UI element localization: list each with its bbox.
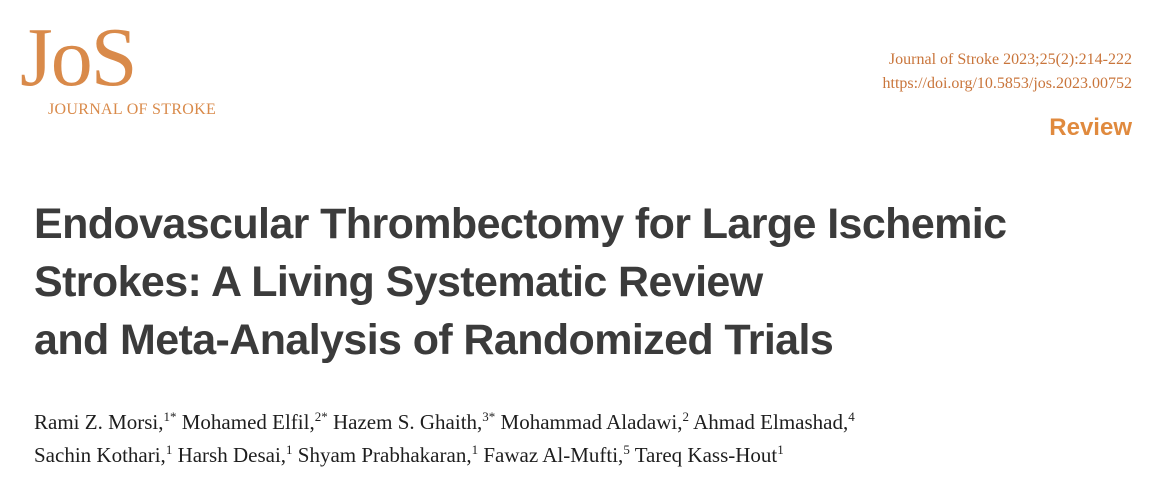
author bbox=[182, 410, 328, 434]
author bbox=[483, 443, 629, 467]
author-line bbox=[34, 439, 1149, 472]
author bbox=[34, 410, 177, 434]
author-name: Fawaz Al-Mufti, bbox=[483, 443, 624, 467]
logo-subtitle: JOURNAL OF STROKE bbox=[48, 101, 217, 118]
author-name: Rami Z. Morsi, bbox=[34, 410, 164, 434]
affiliation-marker: 1 bbox=[165, 442, 173, 457]
affiliation-marker: 1* bbox=[163, 409, 177, 424]
journal-logo bbox=[20, 11, 250, 122]
author bbox=[501, 410, 689, 434]
author-name: Mohammad Aladawi, bbox=[500, 410, 683, 434]
author-list bbox=[34, 406, 1149, 472]
affiliation-marker: 1 bbox=[286, 442, 293, 457]
affiliation-marker: 2* bbox=[314, 409, 328, 424]
author-name: Harsh Desai, bbox=[177, 443, 287, 467]
author bbox=[178, 443, 293, 467]
title-line: and Meta-Analysis of Randomized Trials bbox=[34, 316, 834, 364]
affiliation-marker: 1 bbox=[777, 442, 784, 457]
title-line: Strokes: A Living Systematic Review bbox=[34, 258, 763, 306]
title-line: Endovascular Thrombectomy for Large Ischemic bbox=[34, 200, 1007, 248]
affiliation-marker: 5 bbox=[623, 442, 630, 457]
author-name: Hazem S. Ghaith, bbox=[332, 410, 483, 434]
affiliation-marker: 2 bbox=[682, 409, 689, 424]
author bbox=[298, 443, 478, 467]
author-line bbox=[34, 406, 1149, 439]
author bbox=[635, 443, 784, 467]
author bbox=[693, 410, 855, 434]
author-name: Shyam Prabhakaran, bbox=[297, 443, 472, 467]
article-type: Review bbox=[1049, 114, 1132, 141]
doi-link[interactable]: https://doi.org/10.5853/jos.2023.00752 bbox=[882, 75, 1132, 92]
article-title bbox=[34, 195, 1144, 369]
author-name: Tareq Kass-Hout bbox=[634, 443, 778, 467]
affiliation-marker: 3* bbox=[482, 409, 496, 424]
citation-block bbox=[883, 48, 1133, 96]
author bbox=[34, 443, 172, 467]
affiliation-marker: 4 bbox=[848, 409, 855, 424]
affiliation-marker: 1 bbox=[471, 442, 479, 457]
citation: Journal of Stroke 2023;25(2):214-222 bbox=[888, 51, 1132, 68]
author-name: Sachin Kothari, bbox=[34, 443, 166, 467]
author-name: Ahmad Elmashad, bbox=[693, 410, 849, 434]
author-name: Mohamed Elfil, bbox=[181, 410, 315, 434]
author bbox=[333, 410, 495, 434]
logo-mark: JoS bbox=[20, 11, 136, 104]
